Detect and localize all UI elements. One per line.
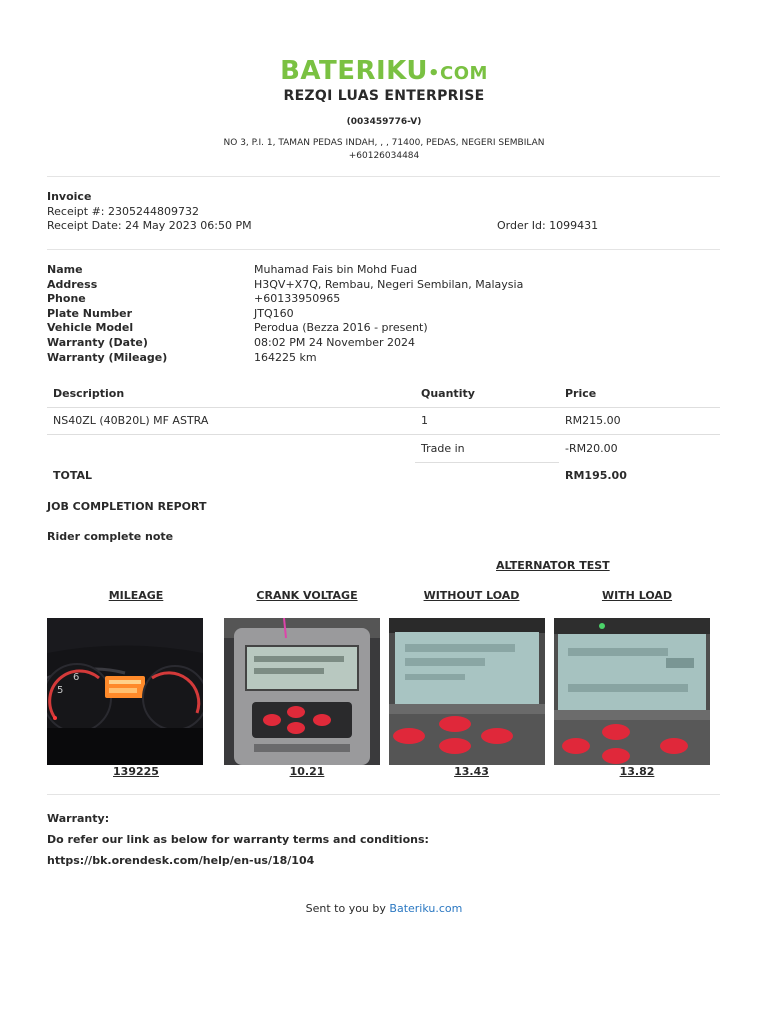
detail-value: H3QV+X7Q, Rembau, Negeri Sembilan, Malaysia xyxy=(254,277,524,291)
detail-label: Vehicle Model xyxy=(47,321,134,335)
footer-prefix: Sent to you by xyxy=(305,902,390,915)
svg-text:5: 5 xyxy=(57,685,64,696)
svg-text:6: 6 xyxy=(73,672,80,683)
invoice-info xyxy=(47,190,720,234)
receipt-date: Receipt Date: 24 May 2023 06:50 PM xyxy=(47,219,252,232)
detail-value: Perodua (Bezza 2016 - present) xyxy=(254,321,428,335)
detail-value: +60133950965 xyxy=(254,292,341,306)
cell-description xyxy=(47,435,415,463)
col-header-price: Price xyxy=(565,386,597,400)
tester-without-load-image xyxy=(389,618,545,765)
logo-main: BATERIKU xyxy=(280,56,428,86)
order-id: Order Id: 1099431 xyxy=(497,219,599,232)
divider xyxy=(47,249,720,250)
col-label-crank-voltage: CRANK VOLTAGE xyxy=(256,589,358,602)
detail-row-vehicle xyxy=(47,321,720,336)
total-label: TOTAL xyxy=(53,469,93,482)
table-row xyxy=(47,407,720,435)
tester-with-load-image xyxy=(554,618,710,765)
value-crank-voltage: 10.21 xyxy=(289,765,325,778)
dashboard-image xyxy=(47,618,203,765)
table-header-row xyxy=(47,380,720,407)
detail-value: 08:02 PM 24 November 2024 xyxy=(254,335,416,349)
detail-label: Warranty (Date) xyxy=(47,335,148,349)
rider-note: Rider complete note xyxy=(47,530,174,543)
company-name: REZQI LUAS ENTERPRISE xyxy=(283,88,485,104)
detail-row-address xyxy=(47,278,720,293)
company-phone: +60126034484 xyxy=(348,151,420,161)
company-address-block xyxy=(0,137,768,163)
detail-row-phone xyxy=(47,292,720,307)
report-title: JOB COMPLETION REPORT xyxy=(47,500,207,513)
detail-value: Muhamad Fais bin Mohd Fuad xyxy=(254,263,418,276)
warranty-section xyxy=(47,808,429,871)
detail-row-plate xyxy=(47,307,720,322)
company-address: NO 3, P.I. 1, TAMAN PEDAS INDAH, , , 71400, PEDAS, NEGERI SEMBILAN xyxy=(223,138,545,148)
table-row xyxy=(47,435,720,463)
alternator-test-heading: ALTERNATOR TEST xyxy=(496,559,610,572)
col-header-description: Description xyxy=(53,386,125,400)
detail-row-warranty-mileage xyxy=(47,351,720,366)
without-load-photo[interactable] xyxy=(389,618,545,765)
col-label-without-load: WITHOUT LOAD xyxy=(423,589,520,602)
cell-quantity: 1 xyxy=(415,407,559,435)
warranty-note: Do refer our link as below for warranty terms and conditions: xyxy=(47,833,429,846)
col-label-with-load: WITH LOAD xyxy=(601,589,673,602)
detail-row-warranty-date xyxy=(47,336,720,351)
logo-tld: COM xyxy=(440,63,488,84)
detail-label: Plate Number xyxy=(47,306,133,320)
logo-dot: • xyxy=(427,63,440,84)
invoice-title: Invoice xyxy=(47,190,92,203)
cell-price: RM215.00 xyxy=(559,407,720,435)
customer-details xyxy=(47,263,720,365)
brand-logo xyxy=(0,56,768,89)
mileage-photo[interactable] xyxy=(47,618,203,765)
company-reg-no: (003459776-V) xyxy=(346,117,422,127)
col-label-mileage: MILEAGE xyxy=(108,589,164,602)
value-without-load: 13.43 xyxy=(454,765,489,778)
value-with-load: 13.82 xyxy=(619,765,655,778)
divider xyxy=(47,794,720,795)
detail-value: JTQ160 xyxy=(254,306,294,320)
footer xyxy=(0,902,768,915)
table-total-row xyxy=(47,462,720,489)
with-load-photo[interactable] xyxy=(554,618,710,765)
col-header-quantity: Quantity xyxy=(421,386,475,400)
divider xyxy=(47,176,720,177)
footer-link[interactable]: Bateriku.com xyxy=(389,902,463,915)
detail-row-name xyxy=(47,263,720,278)
detail-label: Address xyxy=(47,277,98,291)
battery-tester-image xyxy=(224,618,380,765)
empty-cell xyxy=(415,462,559,489)
warranty-title: Warranty: xyxy=(47,812,110,825)
detail-label: Name xyxy=(47,263,83,276)
detail-label: Phone xyxy=(47,292,86,306)
cell-quantity: Trade in xyxy=(415,435,559,463)
crank-voltage-photo[interactable] xyxy=(224,618,380,765)
total-value: RM195.00 xyxy=(565,469,627,482)
warranty-link[interactable]: https://bk.orendesk.com/help/en-us/18/104 xyxy=(47,854,315,867)
value-mileage: 139225 xyxy=(113,765,159,778)
cell-price: -RM20.00 xyxy=(559,435,720,463)
detail-label: Warranty (Mileage) xyxy=(47,350,168,364)
receipt-number: Receipt #: 2305244809732 xyxy=(47,204,199,218)
items-table xyxy=(47,380,720,489)
cell-description: NS40ZL (40B20L) MF ASTRA xyxy=(47,407,415,435)
detail-value: 164225 km xyxy=(254,350,317,364)
